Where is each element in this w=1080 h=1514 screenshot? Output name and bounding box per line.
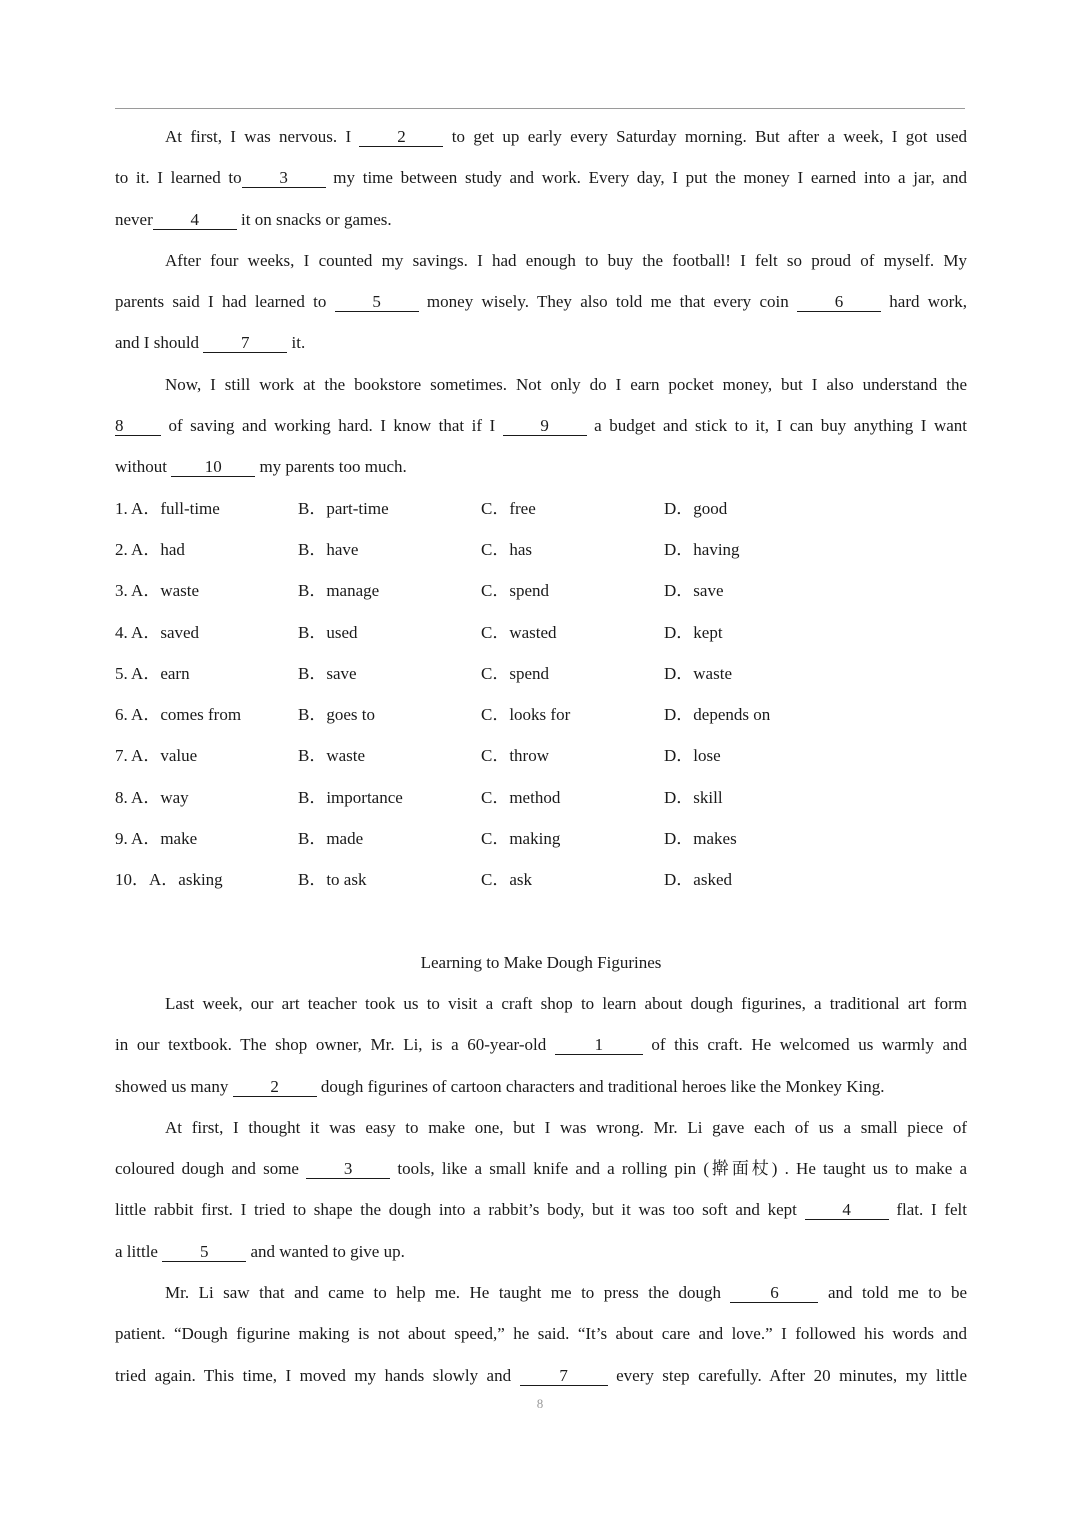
option-c[interactable]: C．free [481, 498, 536, 518]
paragraph-line: coloured dough and some 3 tools, like a small knife and a rolling pin (擀面杖) . He taught us to make a [115, 1159, 967, 1179]
option-a[interactable]: 8. A．way [115, 787, 189, 807]
option-d[interactable]: D．asked [664, 870, 732, 890]
option-c[interactable]: C．ask [481, 870, 532, 890]
option-d[interactable]: D．save [664, 581, 724, 601]
document-body [115, 116, 967, 1396]
option-row [115, 488, 967, 529]
header-rule [115, 108, 965, 109]
paragraph-line: Mr. Li saw that and came to help me. He taught me to press the dough 6 and told me to be [165, 1283, 967, 1303]
option-a[interactable]: 3. A．waste [115, 581, 200, 601]
option-row [115, 735, 967, 776]
option-b[interactable]: B．part-time [298, 498, 389, 518]
option-d[interactable]: D．lose [664, 746, 721, 766]
paragraph-line: showed us many 2 dough figurines of cartoon characters and traditional heroes like the Monkey King. [115, 1076, 885, 1096]
option-d[interactable]: D．waste [664, 663, 732, 683]
option-b[interactable]: B．manage [298, 581, 380, 601]
paragraph-line: to it. I learned to 3 my time between study and work. Every day, I put the money I earned into a jar, and [115, 168, 967, 188]
page-number: 8 [536, 1396, 544, 1411]
paragraph-line: little rabbit first. I tried to shape the dough into a rabbit’s body, but it was too soft and kept 4 flat. I felt [115, 1200, 967, 1220]
option-row [115, 818, 967, 859]
paragraph-line: Last week, our art teacher took us to visit a craft shop to learn about dough figurines, a traditional art form [165, 993, 967, 1013]
blank-5[interactable]: 5 [162, 1243, 246, 1262]
option-a[interactable]: 6. A．comes from [115, 705, 242, 725]
paragraph-line: tried again. This time, I moved my hands slowly and 7 every step carefully. After 20 minutes, my little [115, 1365, 967, 1385]
paragraph-line: without 10 my parents too much. [115, 457, 407, 477]
option-b[interactable]: B．save [298, 663, 357, 683]
blank-10[interactable]: 10 [171, 458, 255, 477]
option-c[interactable]: C．throw [481, 746, 549, 766]
option-b[interactable]: B．waste [298, 746, 366, 766]
paragraph-line: At first, I thought it was easy to make one, but I was wrong. Mr. Li gave each of us a small piece of [165, 1117, 967, 1137]
option-d[interactable]: D．makes [664, 829, 737, 849]
blank-4[interactable]: 4 [805, 1201, 889, 1220]
option-row [115, 529, 967, 570]
option-d[interactable]: D．kept [664, 622, 723, 642]
option-c[interactable]: C．wasted [481, 622, 557, 642]
paragraph-line: 8 of saving and working hard. I know that if I 9 a budget and stick to it, I can buy anything I want [115, 416, 967, 436]
paragraph-line: After four weeks, I counted my savings. I had enough to buy the football! I felt so proud of myself. My [165, 250, 967, 270]
option-c[interactable]: C．spend [481, 581, 549, 601]
paragraph-line: parents said I had learned to 5 money wisely. They also told me that every coin 6 hard work, [115, 292, 967, 312]
blank-6[interactable]: 6 [730, 1284, 818, 1303]
paragraph-line: Now, I still work at the bookstore sometimes. Not only do I earn pocket money, but I also understand the [165, 374, 967, 394]
blank-7[interactable]: 7 [203, 334, 287, 353]
option-a[interactable]: 7. A．value [115, 746, 198, 766]
paragraph-line: and I should 7 it. [115, 333, 306, 353]
blank-5[interactable]: 5 [335, 293, 419, 312]
option-b[interactable]: B．to ask [298, 870, 367, 890]
paragraph-line: never 4 it on snacks or games. [115, 209, 392, 229]
option-b[interactable]: B．goes to [298, 705, 375, 725]
option-b[interactable]: B．importance [298, 787, 403, 807]
option-c[interactable]: C．has [481, 539, 532, 559]
paragraph-line: At first, I was nervous. I 2 to get up early every Saturday morning. But after a week, I got used [165, 127, 967, 146]
option-c[interactable]: C．method [481, 787, 561, 807]
option-a[interactable]: 5. A．earn [115, 663, 190, 683]
option-a[interactable]: 2. A．had [115, 539, 185, 559]
passage-1 [115, 116, 967, 488]
options-list [115, 488, 967, 901]
option-d[interactable]: D．good [664, 498, 728, 518]
option-row [115, 694, 967, 735]
blank-7[interactable]: 7 [520, 1367, 608, 1386]
option-row [115, 612, 967, 653]
option-row [115, 570, 967, 611]
blank-3[interactable]: 3 [242, 169, 326, 188]
option-a[interactable]: 4. A．saved [115, 622, 200, 642]
option-c[interactable]: C．looks for [481, 705, 571, 725]
option-b[interactable]: B．used [298, 622, 358, 642]
option-b[interactable]: B．have [298, 539, 359, 559]
option-row [115, 777, 967, 818]
blank-1[interactable]: 1 [555, 1036, 643, 1055]
option-d[interactable]: D．depends on [664, 705, 771, 725]
option-a[interactable]: 1. A．full-time [115, 498, 220, 518]
option-c[interactable]: C．spend [481, 663, 549, 683]
option-b[interactable]: B．made [298, 829, 364, 849]
option-row [115, 859, 967, 900]
option-c[interactable]: C．making [481, 829, 561, 849]
blank-6[interactable]: 6 [797, 293, 881, 312]
blank-8[interactable]: 8 [115, 417, 161, 436]
passage-title: Learning to Make Dough Figurines [420, 952, 662, 972]
blank-4[interactable]: 4 [153, 211, 237, 230]
paragraph-line: patient. “Dough figurine making is not about speed,” he said. “It’s about care and love.” I followed his words and [115, 1324, 967, 1344]
option-d[interactable]: D．having [664, 539, 740, 559]
option-row [115, 653, 967, 694]
blank-9[interactable]: 9 [503, 417, 587, 436]
passage-2 [115, 942, 967, 1396]
blank-2[interactable]: 2 [359, 128, 443, 147]
paragraph-line: in our textbook. The shop owner, Mr. Li, is a 60-year-old 1 of this craft. He welcomed us warmly and [115, 1035, 967, 1055]
blank-2[interactable]: 2 [233, 1078, 317, 1097]
option-a[interactable]: 9. A．make [115, 829, 198, 849]
paragraph-line: a little 5 and wanted to give up. [115, 1241, 405, 1261]
blank-3[interactable]: 3 [306, 1160, 390, 1179]
option-d[interactable]: D．skill [664, 787, 723, 807]
option-a[interactable]: 10．A．asking [115, 870, 223, 890]
